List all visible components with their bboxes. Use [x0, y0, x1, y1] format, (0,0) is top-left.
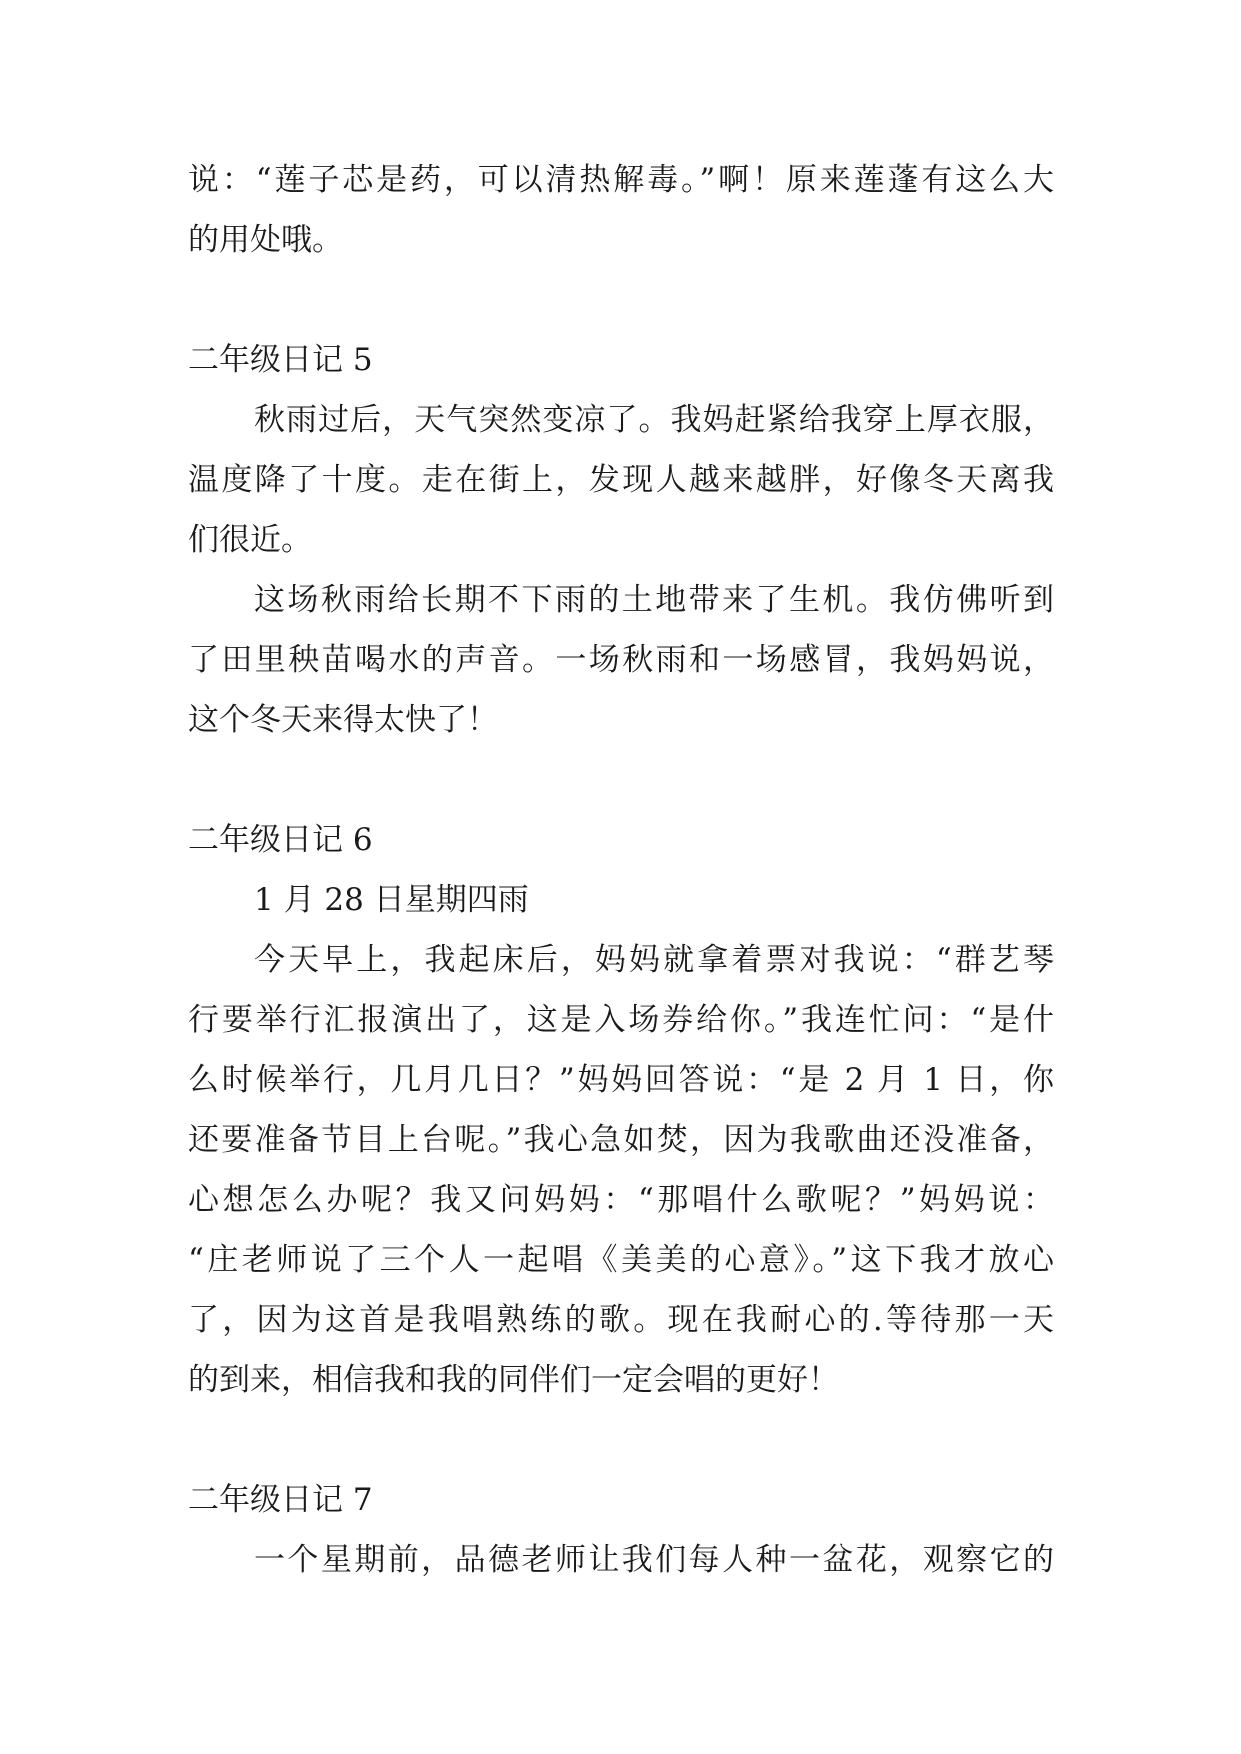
diary-entry-6: [188, 810, 1054, 1410]
entry-heading: 二年级日记 6: [188, 822, 373, 858]
entry-paragraph: [188, 930, 1054, 1410]
entry-paragraph: [188, 570, 1054, 750]
paragraph-line: 1 月 28 日星期四雨: [254, 882, 529, 918]
paragraph-line: 今天早上，我起床后，妈妈就拿着票对我说：“群艺琴: [254, 942, 1054, 978]
document-page: [188, 150, 1054, 1590]
paragraph-line: 这场秋雨给长期不下雨的土地带来了生机。我仿佛听到: [254, 582, 1054, 618]
entry-heading: 二年级日记 7: [188, 1482, 373, 1518]
paragraph-line: 一个星期前，品德老师让我们每人种一盆花，观察它的: [254, 1542, 1054, 1578]
paragraph-line: 的用处哦。: [188, 222, 343, 258]
paragraph-spacer: [188, 270, 1054, 330]
paragraph-spacer: [188, 750, 1054, 810]
paragraph-line: 了田里秧苗喝水的声音。一场秋雨和一场感冒，我妈妈说，: [188, 642, 1054, 678]
paragraph-line: 的到来，相信我和我的同伴们一定会唱的更好！: [188, 1362, 839, 1398]
paragraph-line: 这个冬天来得太快了！: [188, 702, 498, 738]
paragraph-line: 还要准备节目上台呢。”我心急如焚，因为我歌曲还没准备，: [188, 1122, 1054, 1158]
diary-entry-7: [188, 1470, 1054, 1590]
paragraph-line: 了，因为这首是我唱熟练的歌。现在我耐心的.等待那一天: [188, 1302, 1054, 1338]
paragraph-line: 们很近。: [188, 522, 312, 558]
continued-paragraph: [188, 150, 1054, 270]
entry-paragraph: [188, 390, 1054, 570]
paragraph-line: 行要举行汇报演出了，这是入场券给你。”我连忙问：“是什: [188, 1002, 1054, 1038]
entry-paragraph: [188, 1530, 1054, 1590]
entry-heading: 二年级日记 5: [188, 342, 373, 378]
diary-entry-5: [188, 330, 1054, 750]
paragraph-spacer: [188, 1410, 1054, 1470]
paragraph-line: 说：“莲子芯是药，可以清热解毒。”啊！原来莲蓬有这么大: [188, 162, 1054, 198]
paragraph-line: 心想怎么办呢？我又问妈妈：“那唱什么歌呢？”妈妈说：: [188, 1182, 1054, 1218]
paragraph-line: 温度降了十度。走在街上，发现人越来越胖，好像冬天离我: [188, 462, 1054, 498]
paragraph-line: “庄老师说了三个人一起唱《美美的心意》。”这下我才放心: [188, 1242, 1054, 1278]
paragraph-line: 么时候举行，几月几日？”妈妈回答说：“是 2 月 1 日，你: [188, 1062, 1054, 1098]
paragraph-line: 秋雨过后，天气突然变凉了。我妈赶紧给我穿上厚衣服，: [254, 402, 1054, 438]
entry-date-line: [188, 870, 1054, 930]
